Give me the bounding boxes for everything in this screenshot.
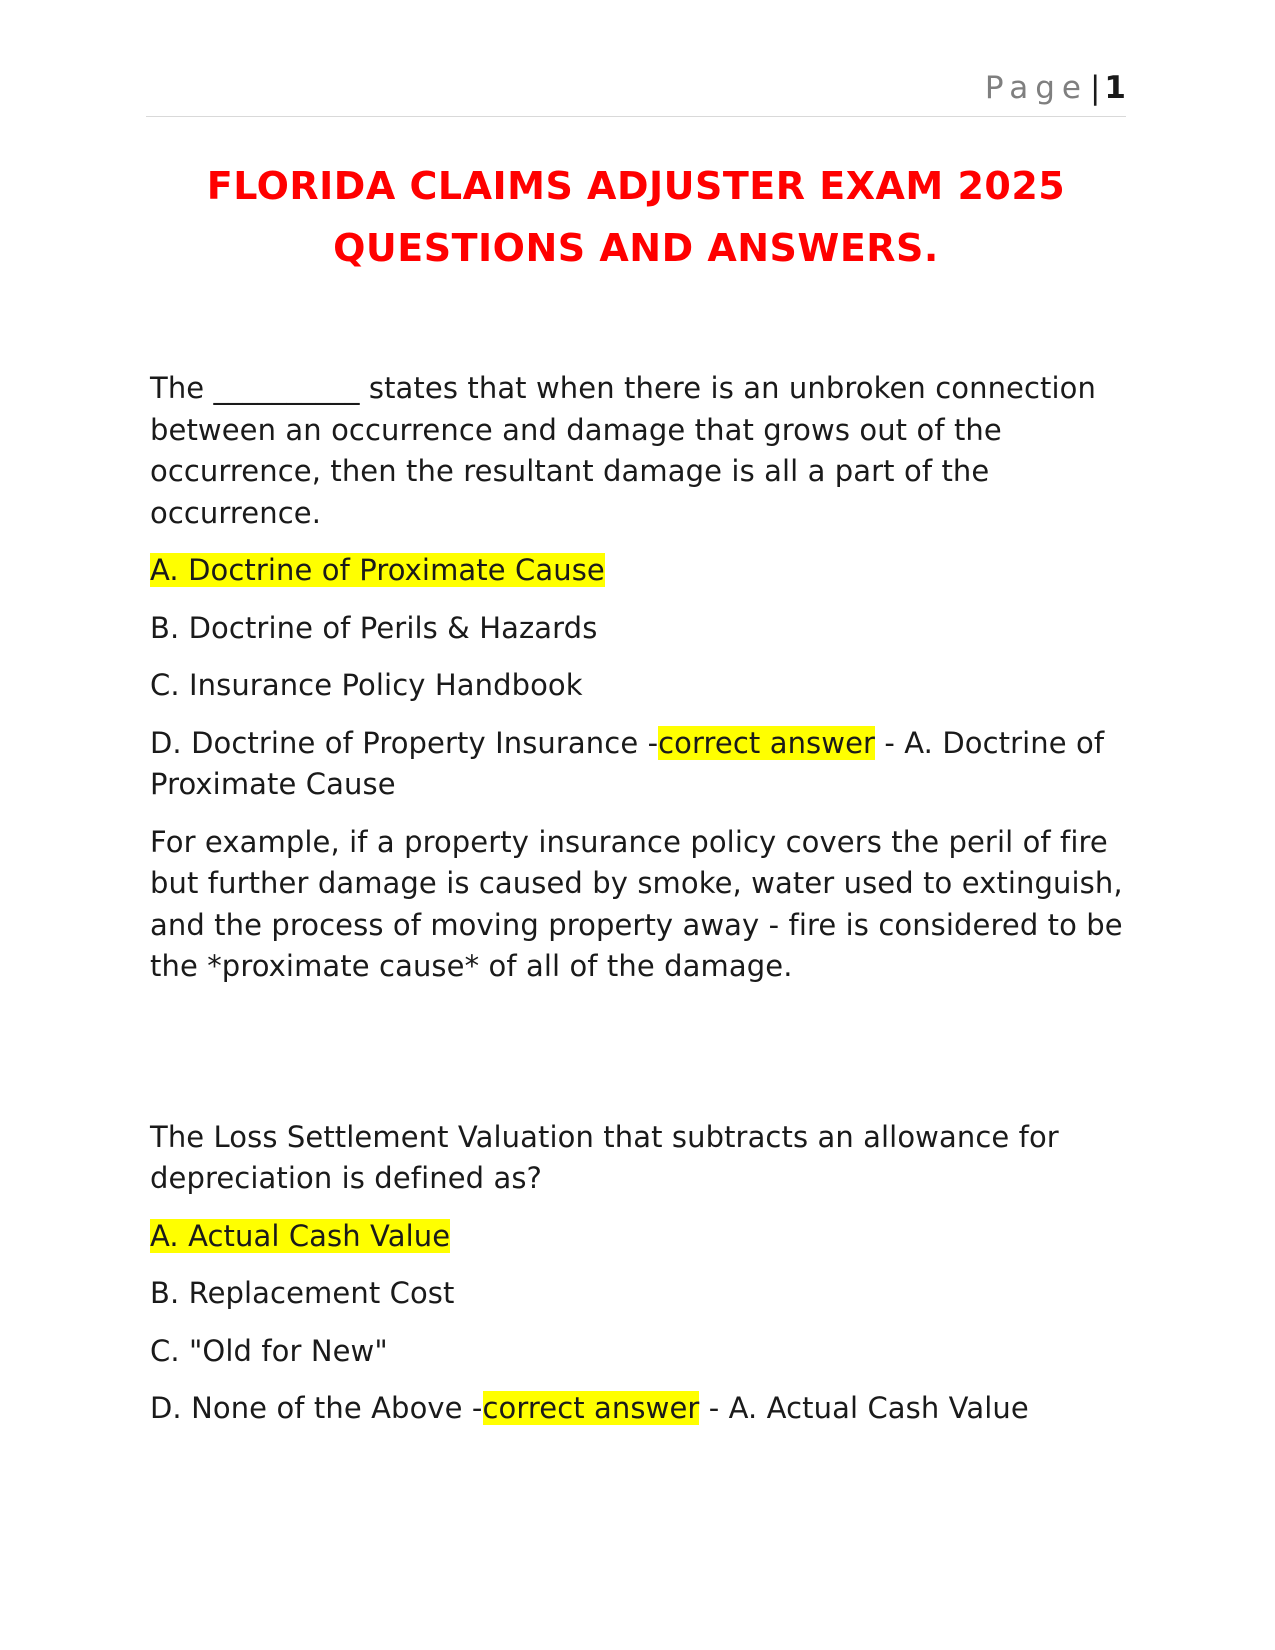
answer-option-with-correct-answer	[150, 1388, 1140, 1430]
answer-option: C. Insurance Policy Handbook	[150, 668, 583, 702]
answer-option	[150, 1216, 1140, 1258]
answer-explanation: For example, if a property insurance policy covers the peril of fire but further damage is caused by smoke, water used to extinguish, and the process of moving property away - fire is considered to be the *proximate cause* of all of the damage.	[150, 824, 1123, 983]
answer-option	[150, 550, 1140, 592]
answer-option: B. Replacement Cost	[150, 1276, 455, 1310]
page-separator: |	[1089, 70, 1101, 106]
option-text: D. Doctrine of Property Insurance -	[150, 725, 659, 760]
answer-option: C. "Old for New"	[150, 1333, 388, 1368]
title-line-1: FLORIDA CLAIMS ADJUSTER EXAM 2025	[206, 164, 1066, 208]
highlighted-answer: A. Doctrine of Proximate Cause	[150, 553, 605, 587]
option-text: D. None of the Above -	[150, 1391, 483, 1425]
correct-answer-text: - A. Actual Cash Value	[699, 1391, 1029, 1425]
correct-answer-label: correct answer	[482, 1391, 700, 1425]
answer-option: B. Doctrine of Perils & Hazards	[150, 610, 598, 645]
correct-answer-label: correct answer	[658, 725, 876, 760]
title-line-2: QUESTIONS AND ANSWERS.	[333, 226, 939, 270]
page-header	[146, 70, 1126, 117]
spacer	[150, 1004, 1140, 1117]
page-label: Page	[984, 70, 1088, 106]
question-block	[150, 1117, 1140, 1430]
document-title	[146, 155, 1126, 279]
highlighted-answer: A. Actual Cash Value	[150, 1218, 451, 1253]
page-number: 1	[1104, 70, 1126, 106]
answer-option-with-correct-answer	[150, 723, 1140, 806]
question-prompt: The Loss Settlement Valuation that subtracts an allowance for depreciation is defined as?	[150, 1119, 1059, 1195]
question-block	[150, 368, 1140, 988]
document-body	[150, 368, 1140, 1446]
question-prompt: The __________ states that when there is an unbroken connection between an occurrence and damage that grows out of the occurrence, then the resultant damage is all a part of the occurrence.	[150, 371, 1096, 530]
correct-answer-text: - A. Doctrine of Proximate Cause	[150, 725, 1105, 801]
